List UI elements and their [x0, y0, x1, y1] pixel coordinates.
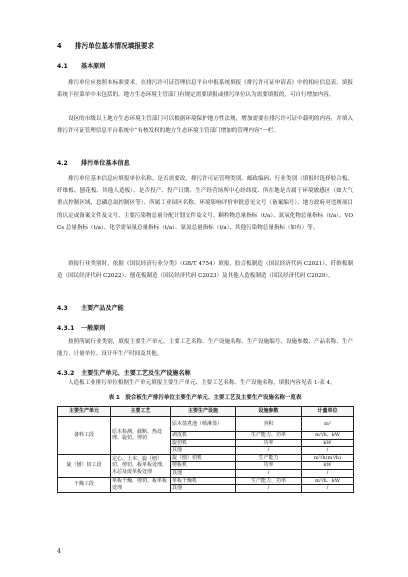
cell-process: 定心、上木、旋（刨）切、剪切、板单板处理、木芯及废单板处理: [111, 454, 171, 477]
header-facility: 主要生产设施: [171, 407, 236, 417]
section-heading-4-3: 4.3 主要产品及产能: [57, 305, 124, 312]
paragraph-principle-2: 设区的市级以上地方生态环境主管部门可以根据环境保护地方性法规，增加需要在排污许可证中载明的内容，并填入排污许可证管理信息平台系统中“有核发权的地方生态环境主管部门增加的管理内容”一栏。: [57, 116, 353, 135]
section-heading-4: 4 排污单位基本情况填报要求: [57, 42, 155, 50]
cell-param: 生产能力: [236, 454, 302, 462]
cell-measure: m³/h(m²/h): [302, 454, 354, 462]
cell-measure: /: [302, 469, 354, 477]
cell-param: 功率: [236, 462, 302, 470]
cell-param: /: [236, 485, 302, 493]
table-row: [58, 417, 354, 432]
header-unit: 主要生产单元: [58, 407, 111, 417]
cell-measure: /: [302, 447, 354, 455]
cell-measure: m³: [302, 417, 354, 432]
paragraph-production-units: 人造板工业排污单位根据生产单元填报主要生产单元、主要工艺名称、生产设施名称，填报内容见表 1-表 4。: [68, 380, 336, 386]
section-heading-4-3-2: 4.3.2 主要生产单元、主要工艺及生产设施名称: [57, 370, 191, 377]
cell-facility: 原木蒸煮池（喷淋蒸）: [171, 417, 236, 432]
header-param: 设施参数: [236, 407, 302, 417]
cell-measure: m³/h、kW: [302, 432, 354, 440]
section-heading-4-2: 4.2 排污单位基本信息: [57, 160, 130, 167]
cell-process: 单板干燥、剪切、板单板处理: [111, 477, 171, 492]
section-heading-4-1: 4.1 基本原则: [57, 63, 106, 70]
cell-process: 原木检测、截断、热处理、旋切、剪切: [111, 417, 171, 455]
cell-param: 生产能力、功率: [236, 477, 302, 485]
cell-param: /: [236, 447, 302, 455]
cell-param: /: [236, 469, 302, 477]
page-number: 4: [57, 548, 61, 555]
cell-facility: 其他: [171, 469, 236, 477]
cell-measure: kW: [302, 462, 354, 470]
table-header-row: [58, 407, 354, 417]
cell-param: 生产能力、功率: [236, 432, 302, 440]
paragraph-industry-category: 填报行业类别时，依据《国民经济行业分类》（GB/T 4754）填报，胶合板制造（国民经济代码 C2021）、纤维板制造（国民经济代码 C2022）、刨花板制造（国民经济代码 C2023）及其他人造板制造（国民经济代码 C2029）。: [57, 261, 353, 280]
cell-facility: 单板干燥机: [171, 477, 236, 485]
cell-facility: 其他: [171, 447, 236, 455]
table-row: [58, 477, 354, 485]
paragraph-general-principle: 按照所属行业类别，填报主要生产单元、主要工艺名称、生产设施名称、生产设施编号、设施参数、产品名称、生产能力、计量单位、设计年生产时间及其他。: [57, 339, 353, 358]
cell-facility: 剪板机: [171, 462, 236, 470]
cell-facility: 其他: [171, 485, 236, 493]
paragraph-basic-info: 排污单位基本信息应填报单位名称、是否需要改、排污许可证管理类别、邮政编码、行业类别（填报时选择胶合板、纤维板、刨花板、其他人造板）、是否投产、投产日期、生产经营场所中心经纬度、所在地是否属于环境敏感区（如大气重点控制区域、总磷总氮控制区等）、所属工业园区名称、环境影响评价审批意见文号（备案编号）、地方政府对违规项目的认定或备案文件及文号、主要污染物总量分配计划文件及文号、颗粒物总量指标（t/a）、氮氧化物总量指标（t/a）、VOCs 总量指标（t/a）、化学需氧量总量指标（t/a）、氨氮总量指标（t/a）、其他污染物总量指标（如有）等。: [57, 176, 353, 231]
cell-unit: 备料工段: [58, 417, 111, 455]
header-measure: 计量单位: [302, 407, 354, 417]
paragraph-principle-1: 排污单位应按照本标准要求，在排污许可证管理信息平台申报系统填报《排污许可证申请表》中的相应信息表。填报系统下拉菜单中未包括的、地方生态环境主管部门有规定需要填报或排污单位认为需要填报的，可自行增加内容。: [57, 80, 353, 99]
cell-facility: 旋切机: [171, 439, 236, 447]
cell-facility: 旋（刨）切机: [171, 454, 236, 462]
cell-unit: 干燥工段: [58, 477, 111, 492]
cell-facility: 剥皮机: [171, 432, 236, 440]
production-facility-table: [57, 406, 354, 493]
cell-param: 容积: [236, 417, 302, 432]
cell-measure: /: [302, 485, 354, 493]
cell-measure: m³/h、kW: [302, 477, 354, 485]
header-process: 主要工艺: [111, 407, 171, 417]
cell-param: 功率: [236, 439, 302, 447]
table-caption: 表 1 胶合板生产排污单位主要生产单元、主要工艺及主要生产设施名称一览表: [108, 395, 302, 401]
table-row: [58, 454, 354, 462]
section-heading-4-3-1: 4.3.1 一般原则: [57, 325, 106, 332]
cell-measure: kW: [302, 439, 354, 447]
cell-unit: 旋（刨）切工段: [58, 454, 111, 477]
